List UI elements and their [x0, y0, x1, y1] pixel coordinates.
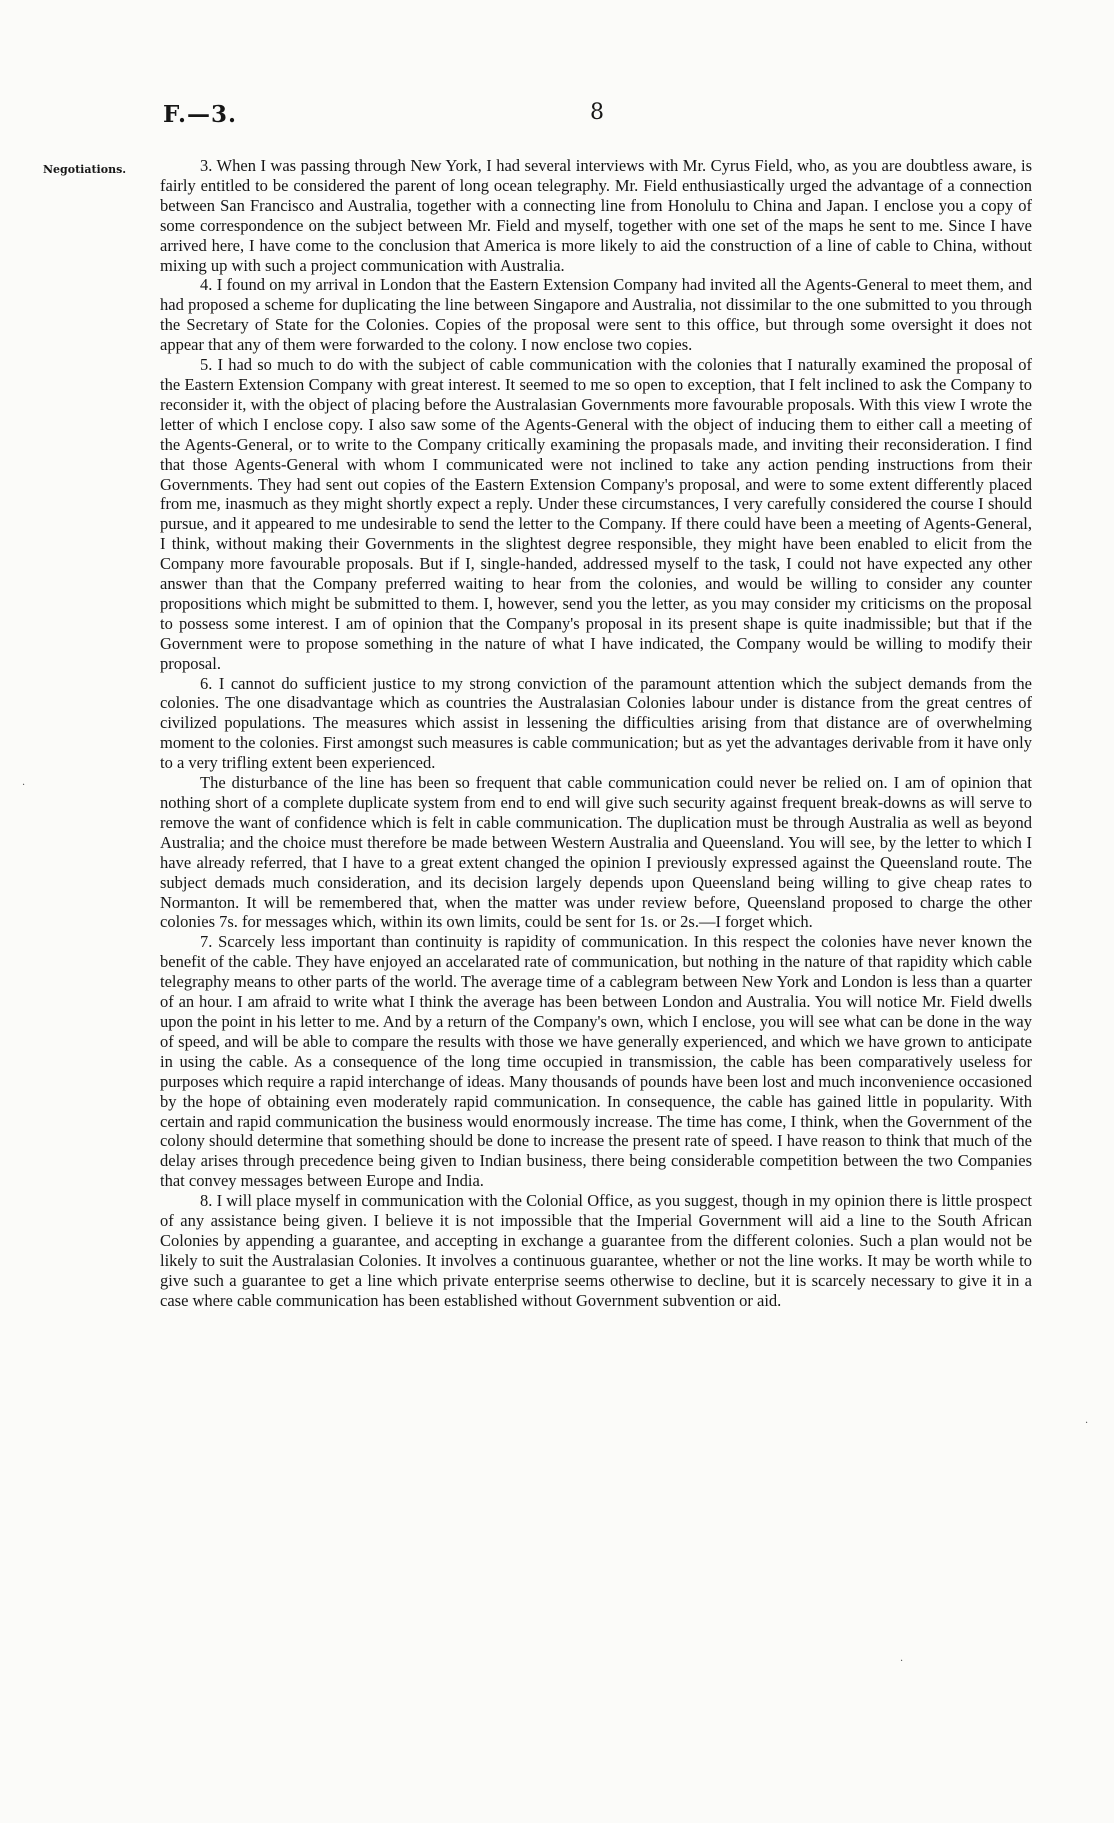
- paragraph-5: 5. I had so much to do with the subject of cable communication with the colonies that I naturally examined the proposal of the Eastern Extension Company with great interest. It seemed to me so open to exception, that I felt inclined to ask the Company to reconsider it, with the object of placing before the Australasian Governments more favourable proposals. With this view I wrote the letter of which I enclose copy. I also saw some of the Agents-General with the object of inducing them to either call a meeting of the Agents-General, or to write to the Company critically examining the propasals made, and inviting their reconsideration. I find that those Agents-General with whom I communicated were not inclined to take any action pending instructions from their Governments. They had sent out copies of the Eastern Extension Company's proposal, and were to some extent differently placed from me, inasmuch as they might shortly expect a reply. Under these circumstances, I very carefully considered the course I should pursue, and it appeared to me undesirable to send the letter to the Company. If there could have been a meeting of Agents-General, I think, without making their Governments in the slightest degree responsible, they might have been enabled to elicit from the Company more favourable proposals. But if I, single-handed, addressed myself to the task, I could not have expected any other answer than that the Company preferred waiting to hear from the colonies, and would be willing to consider any counter propositions which might be submitted to them. I, however, send you the letter, as you may consider my criticisms on the proposal to possess some interest. I am of opinion that the Company's proposal in its present shape is quite inadmissible; but that if the Government were to propose something in the nature of what I have indicated, the Company would be willing to modify their proposal.: [160, 355, 1032, 673]
- paragraph-4: 4. I found on my arrival in London that the Eastern Extension Company had invited all the Agents-General to meet them, and had proposed a scheme for duplicating the line between Singapore and Australia, not dissimilar to the one submitted to you through the Secretary of State for the Colonies. Copies of the proposal were sent to this office, but through some oversight it does not appear that any of them were forwarded to the colony. I now enclose two copies.: [160, 275, 1032, 355]
- scan-speck: ·: [1085, 1418, 1089, 1429]
- paragraph-3: 3. When I was passing through New York, I had several interviews with Mr. Cyrus Field, who, as you are doubtless aware, is fairly entitled to be considered the parent of long ocean telegraphy. Mr. Field enthusiastically urged the advantage of a connection between San Francisco and Australia, together with a connecting line from Honolulu to China and Japan. I enclose you a copy of some correspondence on the subject between Mr. Field and myself, together with one set of the maps he sent to me. Since I have arrived here, I have come to the conclusion that America is more likely to aid the construction of a line of cable to China, without mixing up with such a project communication with Australia.: [160, 156, 1032, 275]
- paragraph-6-continued: The disturbance of the line has been so frequent that cable communication could never be relied on. I am of opinion that nothing short of a complete duplicate system from end to end will give such security against frequent break-downs as will serve to remove the want of confidence which is felt in cable communication. The duplication must be through Australia as well as beyond Australia; and the choice must therefore be made between Western Australia and Queensland. You will see, by the letter to which I have already referred, that I have to a great extent changed the opinion I previously expressed against the Queensland route. The subject demads much consideration, and its decision largely depends upon Queensland being willing to give cheap rates to Normanton. It will be remembered that, when the matter was under review before, Queensland proposed to charge the other colonies 7s. for messages which, within its own limits, could be sent for 1s. or 2s.—I forget which.: [160, 773, 1032, 932]
- scan-speck: ·: [22, 780, 26, 791]
- margin-note: Negotiations.: [43, 163, 127, 176]
- scan-speck: ·: [900, 1656, 904, 1667]
- paragraph-7: 7. Scarcely less important than continuity is rapidity of communication. In this respect the colonies have never known the benefit of the cable. They have enjoyed an accelarated rate of communication, but nothing in the nature of that rapidity which cable telegraphy means to other parts of the world. The average time of a cablegram between New York and London is less than a quarter of an hour. I am afraid to write what I think the average has been between London and Australia. You will notice Mr. Field dwells upon the point in his letter to me. And by a return of the Company's own, which I enclose, you will see what can be done in the way of speed, and will be able to compare the results with those we have generally experienced, and which we have grown to anticipate in using the cable. As a consequence of the long time occupied in transmission, the cable has been comparatively useless for purposes which require a rapid interchange of ideas. Many thousands of pounds have been lost and much inconvenience occasioned by the hope of obtaining even moderately rapid communication. In consequence, the cable has gained little in popularity. With certain and rapid communication the business would enormously increase. The time has come, I think, when the Government of the colony should determine that something should be done to increase the present rate of speed. I have reason to think that much of the delay arises through precedence being given to Indian business, there being considerable competition between the two Companies that convey messages between Europe and India.: [160, 932, 1032, 1191]
- letter-body: [160, 156, 1032, 1311]
- paragraph-8: 8. I will place myself in communication with the Colonial Office, as you suggest, though in my opinion there is little prospect of any assistance being given. I believe it is not impossible that the Imperial Government will aid a line to the South African Colonies by appending a guarantee, and accepting in exchange a guarantee from the different colonies. Such a plan would not be likely to suit the Australasian Colonies. It involves a continuous guarantee, whether or not the line works. It may be worth while to give such a guarantee to get a line which private enterprise seems otherwise to decline, but it is scarcely necessary to give it in a case where cable communication has been established without Government subvention or aid.: [160, 1191, 1032, 1310]
- paragraph-6: 6. I cannot do sufficient justice to my strong conviction of the paramount attention which the subject demands from the colonies. The one disadvantage which as countries the Australasian Colonies labour under is distance from the great centres of civilized populations. The measures which assist in lessening the difficulties arising from that distance are of overwhelming moment to the colonies. First amongst such measures is cable communication; but as yet the advantages derivable from it have only to a very trifling extent been experienced.: [160, 673, 1032, 773]
- document-reference: F.—3.: [163, 101, 238, 128]
- page-number: 8: [590, 100, 604, 125]
